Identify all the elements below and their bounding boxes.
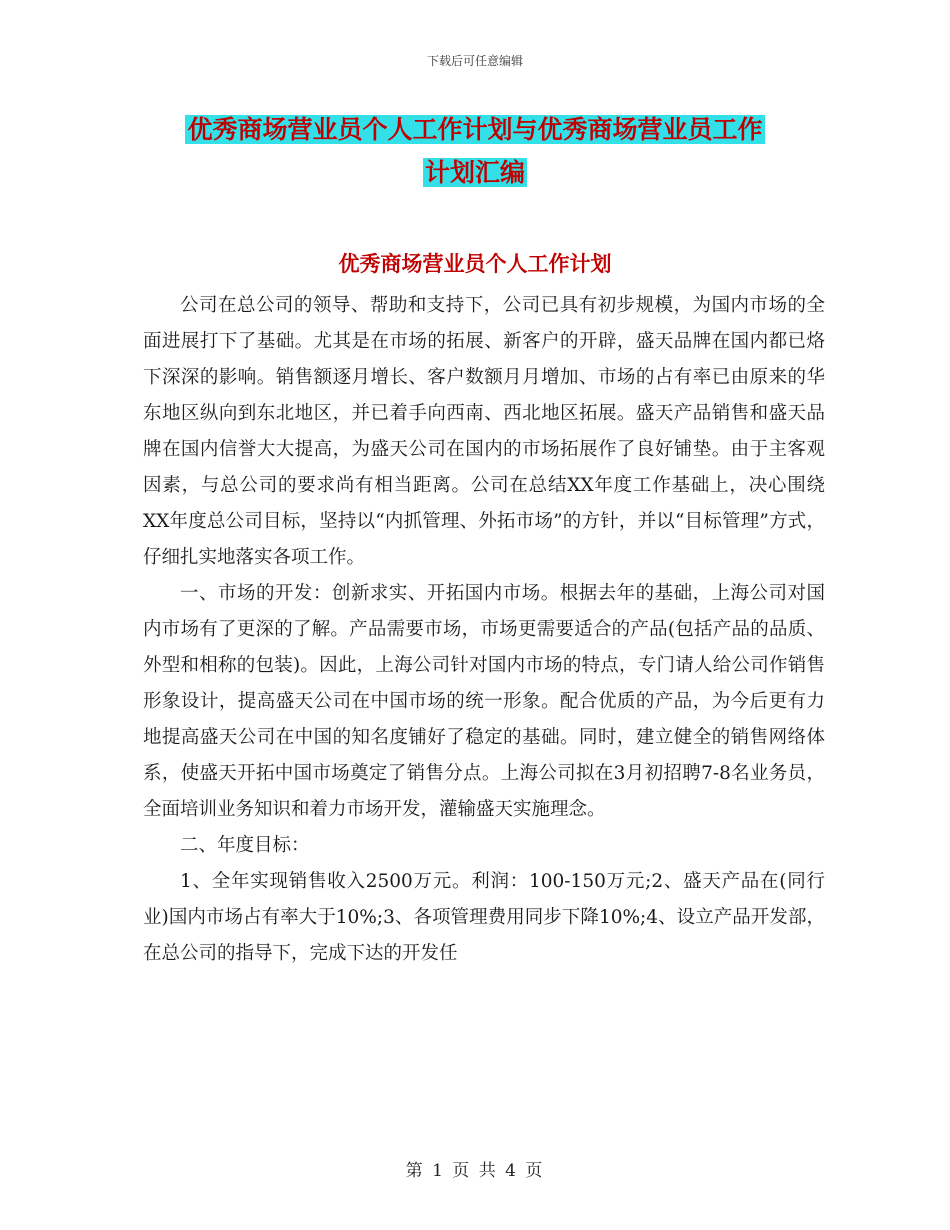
header-note: 下载后可任意编辑: [426, 54, 523, 68]
document-title: [140, 108, 810, 194]
document-title-line-2: 计划汇编: [424, 158, 525, 187]
page-footer: 第 1 页 共 4 页: [405, 1161, 545, 1181]
document-title-line-1: 优秀商场营业员个人工作计划与优秀商场营业员工作: [187, 115, 763, 144]
paragraph-intro: 公司在总公司的领导、帮助和支持下，公司已具有初步规模，为国内市场的全面进展打下了基础。尤其是在市场的拓展、新客户的开辟，盛天品牌在国内都已烙下深深的影响。销售额逐月增长、客户数额月月增加、市场的占有率已由原来的华东地区纵向到东北地区，并已着手向西南、西北地区拓展。盛天产品销售和盛天品牌在国内信誉大大提高，为盛天公司在国内的市场拓展作了良好铺垫。由于主客观因素，与总公司的要求尚有相当距离。公司在总结XX年度工作基础上，决心围绕 XX年度总公司目标，坚持以“内抓管理、外拓市场”的方针，并以“目标管理”方式，仔细扎实地落实各项工作。: [143, 295, 825, 568]
paragraph-annual-goals-heading: 二、年度目标：: [180, 835, 310, 856]
paragraph-market-development: 一、市场的开发：创新求实、开拓国内市场。根据去年的基础，上海公司对国内市场有了更深的了解。产品需要市场，市场更需要适合的产品(包括产品的品质、外型和相称的包装)。因此，上海公司针对国内市场的特点，专门请人给公司作销售形象设计，提高盛天公司在中国市场的统一形象。配合优质的产品，为今后更有力地提高盛天公司在中国的知名度铺好了稳定的基础。同时，建立健全的销售网络体系，使盛天开拓中国市场奠定了销售分点。上海公司拟在3月初招聘7-8名业务员，全面培训业务知识和着力市场开发，灌输盛天实施理念。: [143, 583, 825, 820]
body-text: [143, 288, 825, 972]
paragraph-annual-goals: 1、全年实现销售收入2500万元。利润：100-150万元;2、盛天产品在(同行业)国内市场占有率大于10%;3、各项管理费用同步下降10%;4、设立产品开发部，在总公司的指导下，完成下达的开发任: [143, 871, 825, 964]
section-title: 优秀商场营业员个人工作计划: [338, 251, 612, 276]
